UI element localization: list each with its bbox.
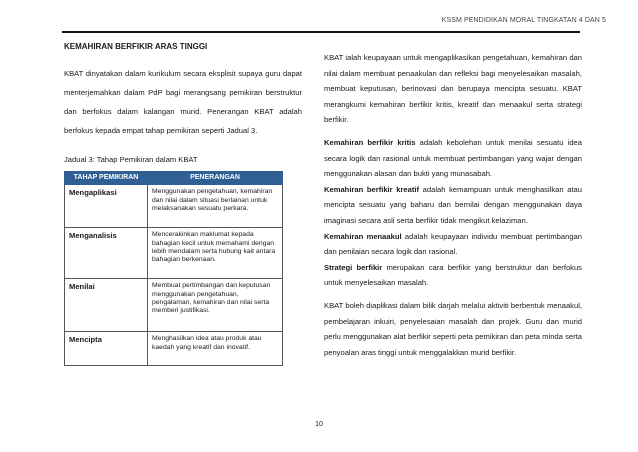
reasoning-paragraph xyxy=(324,229,582,260)
header-rule xyxy=(62,31,580,33)
table-row xyxy=(65,332,283,366)
row-term: Menilai xyxy=(65,279,148,332)
creative-thinking-term: Kemahiran berfikir kreatif xyxy=(324,184,420,194)
creative-thinking-text: adalah kemampuan untuk menghasilkan atau mencipta sesuatu yang baharu dan bernilai dengan menggunakan daya imaginasi secara asli serta berfikir tidak mengikut kelaziman. xyxy=(324,184,582,225)
strategy-term: Strategi berfikir xyxy=(324,262,383,272)
intro-paragraph: KBAT dinyatakan dalam kurikulum secara eksplisit supaya guru dapat menterjemahkan dalam PdP bagi merangsang pemikiran berstruktur dan berfokus dalam kalangan murid. Penerangan KBAT adalah berfokus kepada empat tahap pemikiran seperti Jadual 3. xyxy=(64,69,302,136)
table-row xyxy=(65,228,283,279)
row-term: Mengaplikasi xyxy=(65,185,148,228)
reasoning-term: Kemahiran menaakul xyxy=(324,231,402,241)
section-heading: KEMAHIRAN BERFIKIR ARAS TINGGI xyxy=(64,42,208,51)
critical-thinking-term: Kemahiran berfikir kritis xyxy=(324,137,416,147)
row-description: Menggunakan pengetahuan, kemahiran dan nilai dalam situasi berlainan untuk melaksanakan sesuatu perkara. xyxy=(148,185,283,228)
row-description: Menghasilkan idea atau produk atau kaedah yang kreatif dan inovatif. xyxy=(148,332,283,366)
row-description: Membuat pertimbangan dan keputusan menggunakan pengetahuan, pengalaman, kemahiran dan nilai serta memberi justifikasi. xyxy=(148,279,283,332)
table-header-level: TAHAP PEMIKIRAN xyxy=(65,171,148,185)
table-header-explanation: PENERANGAN xyxy=(148,171,283,185)
table-row xyxy=(65,279,283,332)
creative-thinking-paragraph xyxy=(324,182,582,229)
row-description: Mencerakinkan maklumat kepada bahagian kecil untuk memahami dengan lebih mendalam serta hubung kait antara bahagian berkenaan. xyxy=(148,228,283,279)
row-term: Mencipta xyxy=(65,332,148,366)
reasoning-text: adalah keupayaan individu membuat pertimbangan dan penilaian secara logik dan rasional. xyxy=(324,231,583,257)
table-header-row xyxy=(65,171,283,185)
running-header: KSSM PENDIDIKAN MORAL TINGKATAN 4 DAN 5 xyxy=(441,17,606,24)
critical-thinking-text: adalah kebolehan untuk menilai sesuatu idea secara logik dan rasional untuk membuat pertimbangan yang wajar dengan menggunakan alasan dan bukti yang munasabah. xyxy=(324,137,582,179)
strategy-text: merupakan cara berfikir yang berstruktur dan berfokus untuk menyelesaikan masalah. xyxy=(324,262,582,288)
strategy-paragraph xyxy=(324,260,582,291)
left-column xyxy=(64,40,302,366)
kbat-definition: KBAT ialah keupayaan untuk mengaplikasikan pengetahuan, kemahiran dan nilai dalam membuat penaakulan dan refleksi bagi menyelesaikan masalah, membuat keputusan, berinovasi dan berupaya mencipta sesuatu. KBAT merangkumi kemahiran berfikir kritis, kreatif dan menaakul serta strategi berfikir. xyxy=(324,53,582,125)
right-column xyxy=(324,50,582,367)
table-caption: Jadual 3: Tahap Pemikiran dalam KBAT xyxy=(64,155,198,165)
critical-thinking-paragraph xyxy=(324,135,582,182)
thinking-levels-table xyxy=(64,171,283,367)
closing-paragraph: KBAT boleh diaplikasi dalam bilik darjah melalui aktiviti berbentuk menaakul, pembelajaran inkuiri, penyelesaian masalah dan projek. Guru dan murid perlu menggunakan alat berfikir seperti peta pemikiran dan peta minda serta penyoalan aras tinggi untuk menggalakkan murid berfikir. xyxy=(324,300,582,357)
row-term: Menganalisis xyxy=(65,228,148,279)
table-row xyxy=(65,185,283,228)
page-number: 10 xyxy=(315,421,323,428)
